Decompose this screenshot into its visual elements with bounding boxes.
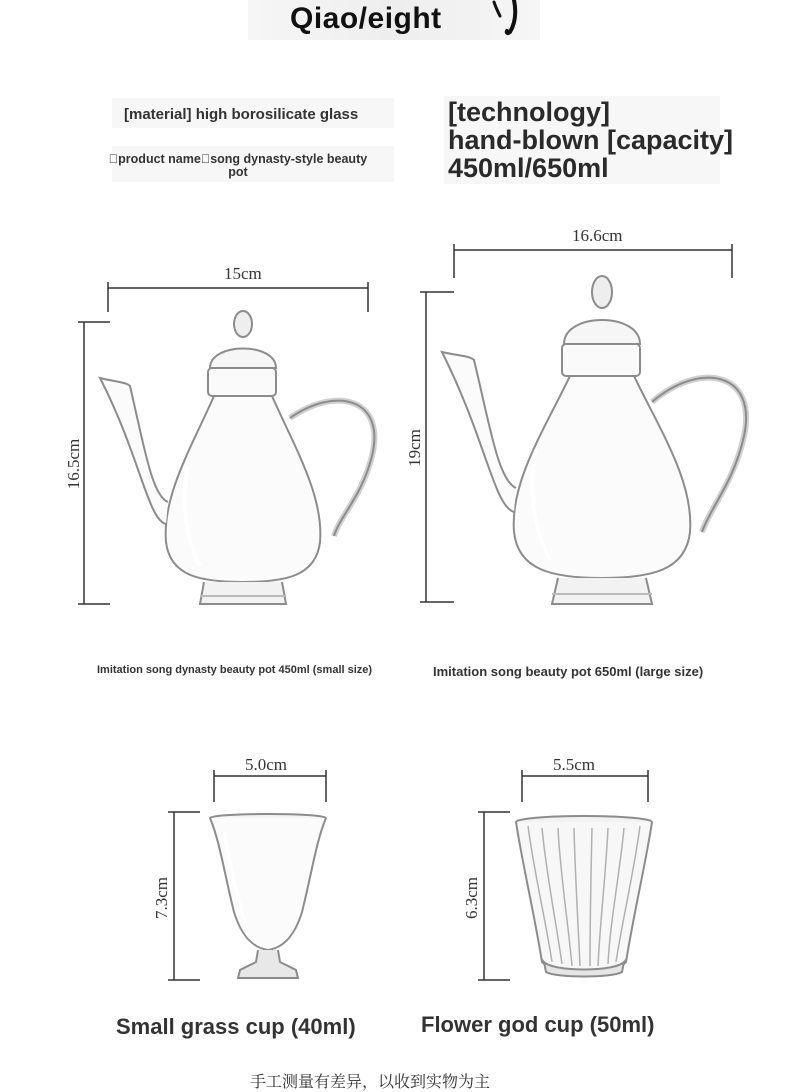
flower-cup-name: Flower god cup (50ml) [421, 1012, 655, 1037]
grass-cup-name: Small grass cup (40ml) [116, 1014, 356, 1039]
small-pot-caption: Imitation song dynasty beauty pot 450ml (small size) [97, 664, 373, 676]
technology-capacity-label: hand-blown [capacity] [448, 125, 734, 155]
grass-cup-width-label: 5.0cm [245, 755, 288, 774]
small-pot-height-label: 16.5cm [64, 438, 83, 490]
material-spec: [material] high borosilicate glass [124, 106, 359, 123]
grass-cup-height-label: 7.3cm [152, 876, 171, 920]
small-pot-image [96, 306, 381, 612]
brush-stroke-icon [488, 0, 524, 36]
grass-cup-image [204, 812, 332, 984]
measurement-note: 手工测量有差异，以收到实物为主 [250, 1074, 491, 1091]
small-pot-width-label: 15cm [224, 264, 262, 283]
brand-title: Qiao/eight [290, 2, 442, 35]
large-pot-height-label: 19cm [405, 429, 424, 467]
technology-label: [technology] [448, 97, 610, 127]
large-pot-image [440, 270, 752, 612]
capacity-value: 450ml/650ml [448, 153, 609, 183]
flower-cup-height-label: 6.3cm [462, 876, 481, 920]
product-name-spec:  product name song dynasty-style beauty pot [108, 152, 368, 179]
flower-cup-image [512, 812, 656, 984]
large-pot-caption: Imitation song beauty pot 650ml (large size) [433, 664, 704, 679]
flower-cup-width-label: 5.5cm [553, 755, 596, 774]
large-pot-width-label: 16.6cm [572, 226, 623, 245]
